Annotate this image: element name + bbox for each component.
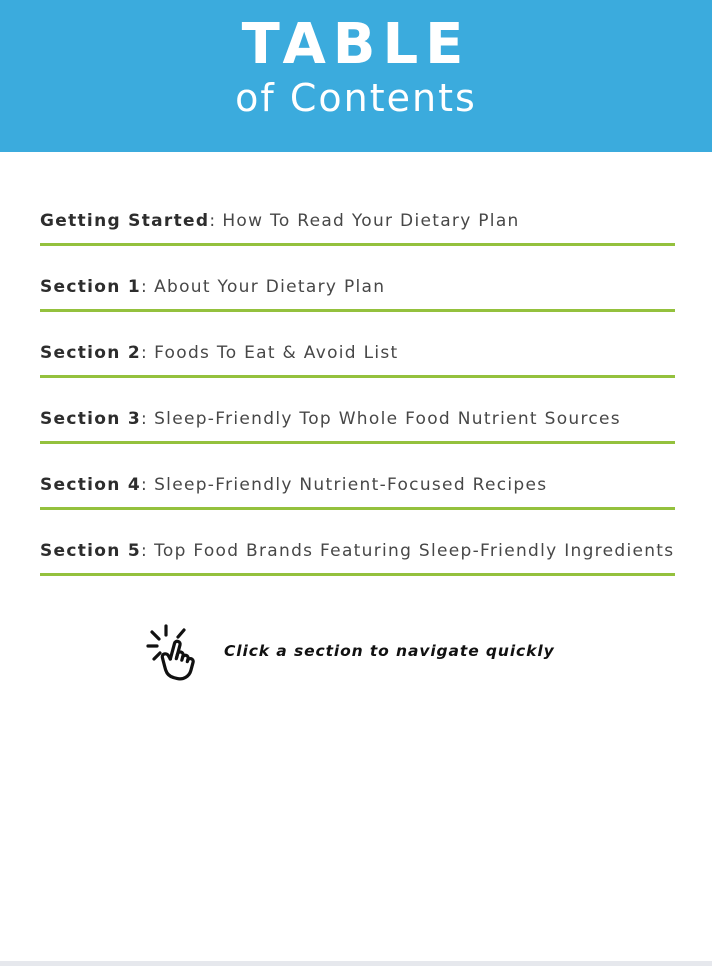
toc-item-section-4[interactable] [40, 475, 675, 510]
toc-item-separator: : [209, 211, 217, 231]
toc-item-separator: : [141, 343, 149, 363]
footer-bar [0, 961, 712, 966]
toc-item-section-5[interactable] [40, 541, 675, 576]
toc-item-section-3[interactable] [40, 409, 675, 444]
toc-item-label: Section 4 [40, 475, 142, 495]
toc-item-label: Section 3 [40, 409, 142, 429]
toc-item-title: How To Read Your Dietary Plan [222, 211, 520, 231]
toc-item-section-2[interactable] [40, 343, 675, 378]
toc-item-title: Sleep-Friendly Nutrient-Focused Recipes [154, 475, 548, 495]
toc-item-title: Top Food Brands Featuring Sleep-Friendly Ingredients [154, 541, 675, 561]
toc-item-label: Section 5 [40, 541, 142, 561]
navigation-hint-text: Click a section to navigate quickly [224, 642, 555, 660]
toc-item-getting-started[interactable] [40, 211, 675, 246]
toc-item-title: Foods To Eat & Avoid List [154, 343, 399, 363]
header-banner [0, 0, 712, 152]
toc-item-label: Section 1 [40, 277, 142, 297]
toc-item-separator: : [141, 475, 149, 495]
page-subtitle: of Contents [235, 75, 477, 120]
page-title: TABLE [241, 12, 471, 77]
hand-click-icon [144, 622, 208, 686]
toc-item-section-1[interactable] [40, 277, 675, 312]
toc-item-title: Sleep-Friendly Top Whole Food Nutrient Sources [154, 409, 621, 429]
navigation-hint [144, 622, 712, 686]
toc-item-title: About Your Dietary Plan [154, 277, 386, 297]
toc-item-separator: : [141, 409, 149, 429]
toc-list [40, 211, 675, 576]
toc-item-label: Section 2 [40, 343, 142, 363]
toc-item-label: Getting Started [40, 211, 210, 231]
toc-item-separator: : [141, 541, 149, 561]
toc-item-separator: : [141, 277, 149, 297]
